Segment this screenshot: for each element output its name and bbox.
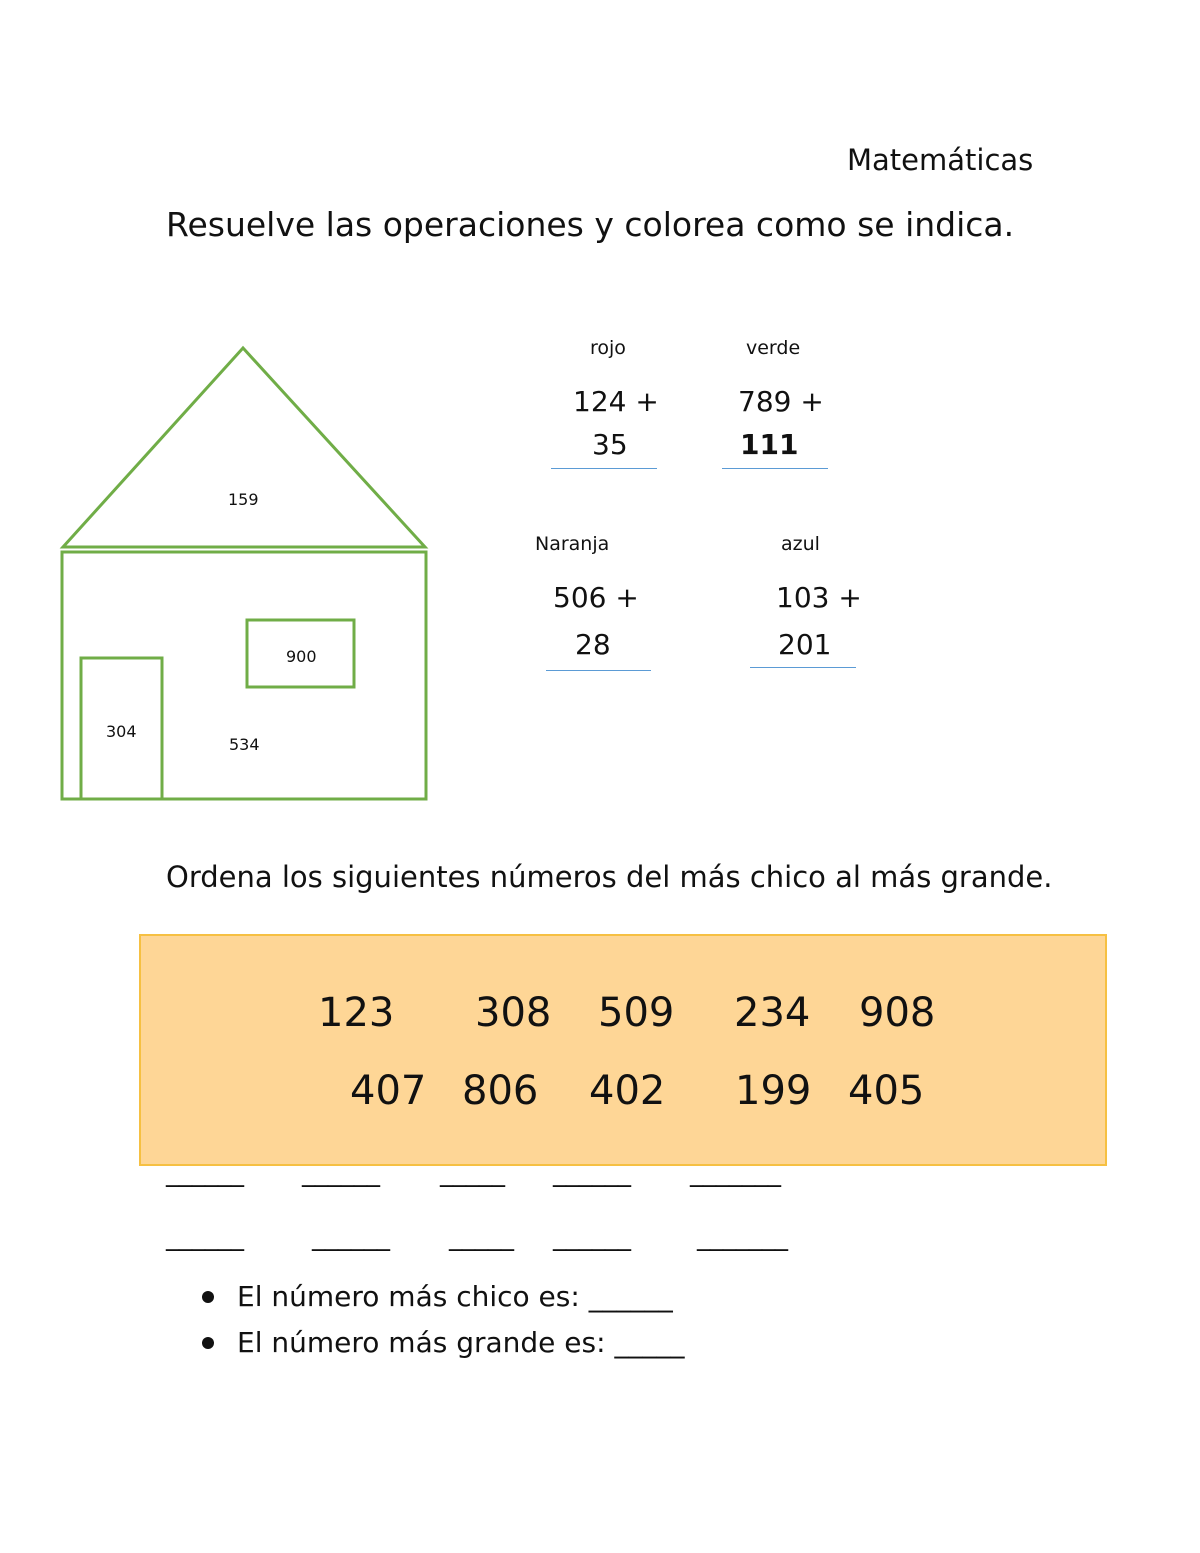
order-blank[interactable]: _______ xyxy=(697,1222,788,1252)
operation-addend: 124 + xyxy=(573,385,659,418)
bullet-icon xyxy=(202,1291,214,1303)
order-blank[interactable]: ______ xyxy=(312,1222,390,1252)
operation-color-label: verde xyxy=(746,337,801,359)
order-blank[interactable]: _______ xyxy=(690,1158,781,1188)
house-wall xyxy=(62,552,426,799)
question-text[interactable]: El número más chico es: ______ xyxy=(237,1280,673,1313)
operation-addend: 111 xyxy=(740,428,799,461)
number-item: 806 xyxy=(462,1068,539,1114)
door-number: 304 xyxy=(106,722,137,741)
order-blank[interactable]: ______ xyxy=(166,1222,244,1252)
answer-line[interactable] xyxy=(722,468,828,469)
question-text[interactable]: El número más grande es: _____ xyxy=(237,1326,685,1359)
bullet-icon xyxy=(202,1337,214,1349)
answer-line[interactable] xyxy=(551,468,657,469)
question-list xyxy=(196,1278,684,1370)
number-item: 509 xyxy=(598,990,675,1036)
operation-color-label: rojo xyxy=(590,337,626,359)
order-blank[interactable]: ______ xyxy=(553,1222,631,1252)
subject-title: Matemáticas xyxy=(847,143,1034,177)
number-item: 123 xyxy=(318,990,395,1036)
number-item: 908 xyxy=(859,990,936,1036)
order-blank[interactable]: ______ xyxy=(302,1158,380,1188)
window-number: 900 xyxy=(286,647,317,666)
operation-addend: 103 + xyxy=(776,581,862,614)
roof-number: 159 xyxy=(228,490,259,509)
question-item xyxy=(196,1324,684,1370)
numbers-box xyxy=(139,934,1107,1166)
operation-color-label: azul xyxy=(781,533,820,555)
number-item: 407 xyxy=(350,1068,427,1114)
question-item xyxy=(196,1278,684,1324)
order-blank[interactable]: ______ xyxy=(553,1158,631,1188)
operation-color-label: Naranja xyxy=(535,533,610,555)
wall-number: 534 xyxy=(229,735,260,754)
ordering-instruction: Ordena los siguientes números del más chico al más grande. xyxy=(166,860,1053,894)
operation-addend: 506 + xyxy=(553,581,639,614)
operation-addend: 28 xyxy=(575,628,611,661)
number-item: 405 xyxy=(848,1068,925,1114)
number-item: 234 xyxy=(734,990,811,1036)
order-blank[interactable]: _____ xyxy=(440,1158,505,1188)
number-item: 308 xyxy=(475,990,552,1036)
operation-addend: 35 xyxy=(592,428,628,461)
order-blank[interactable]: _____ xyxy=(449,1222,514,1252)
answer-line[interactable] xyxy=(750,667,856,668)
order-blank[interactable]: ______ xyxy=(166,1158,244,1188)
operations-instruction: Resuelve las operaciones y colorea como se indica. xyxy=(166,205,1015,244)
number-item: 402 xyxy=(589,1068,666,1114)
operation-addend: 201 xyxy=(778,628,832,661)
answer-line[interactable] xyxy=(546,670,651,671)
operation-addend: 789 + xyxy=(738,385,824,418)
house-roof xyxy=(63,348,425,547)
number-item: 199 xyxy=(735,1068,812,1114)
